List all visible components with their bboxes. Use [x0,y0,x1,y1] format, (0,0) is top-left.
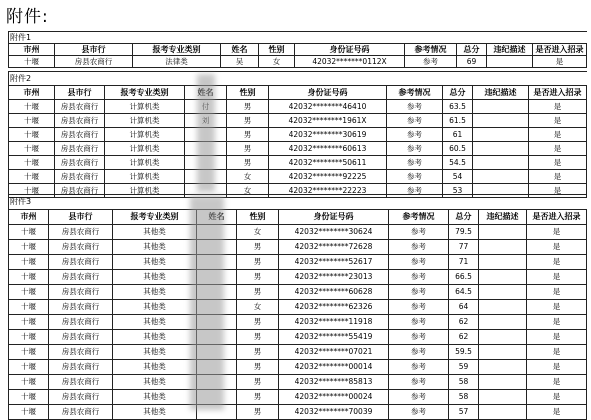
column-header: 性别 [237,210,279,225]
table-cell: 其他类 [113,315,197,330]
table-cell: 是 [527,285,587,300]
column-header: 报考专业类别 [105,86,185,100]
column-header: 身份证号码 [269,86,387,100]
table-cell: 房县农商行 [49,300,113,315]
table-cell: 是 [527,390,587,405]
table-cell: 男 [237,390,279,405]
table-cell: 53 [443,184,473,198]
table-cell: 房县农商行 [49,270,113,285]
table-cell: 参考 [387,156,443,170]
table-cell: 其他类 [113,285,197,300]
table-cell: 其他类 [113,300,197,315]
table-cell: 参考 [387,170,443,184]
table-cell: 男 [237,255,279,270]
table-cell: 房县农商行 [49,225,113,240]
table-cell: 42032********85813 [279,375,389,390]
table-cell: 计算机类 [105,114,185,128]
table-cell: 61 [443,128,473,142]
table-cell: 房县农商行 [55,142,105,156]
table-cell: 其他类 [113,225,197,240]
column-header: 身份证号码 [279,210,389,225]
table-cell: 42032********22223 [269,184,387,198]
column-header: 违纪描述 [473,86,529,100]
table-cell: 房县农商行 [49,240,113,255]
table-cell: 男 [237,345,279,360]
table-cell: 参考 [389,240,449,255]
table-cell [487,56,533,68]
table-cell: 参考 [387,100,443,114]
table-cell: 是 [529,156,587,170]
table-cell: 十堰 [9,156,55,170]
table-row [9,255,587,270]
table-cell: 是 [527,240,587,255]
table-cell: 是 [527,330,587,345]
table-cell: 是 [527,270,587,285]
table-cell: 64.5 [449,285,479,300]
table-cell: 男 [237,330,279,345]
table-row [9,405,587,420]
table-cell: 69 [457,56,487,68]
column-header: 报考专业类别 [113,210,197,225]
table-cell: 十堰 [9,375,49,390]
table-cell: 十堰 [9,300,49,315]
table-cell: 男 [227,142,269,156]
column-header: 参考情况 [405,44,457,56]
table-attachment-3 [8,194,587,420]
table-cell [479,300,527,315]
column-header: 是否进入招录 [533,44,587,56]
table-cell: 79.5 [449,225,479,240]
table-cell: 十堰 [9,285,49,300]
table-cell: 房县农商行 [55,156,105,170]
table-cell [479,270,527,285]
table-cell: 参考 [387,128,443,142]
table-attachment-1 [8,31,587,68]
table-row [9,240,587,255]
table-cell: 女 [259,56,295,68]
table-cell: 房县农商行 [55,170,105,184]
column-header: 县市行 [55,86,105,100]
table-cell: 其他类 [113,405,197,420]
table-cell: 71 [449,255,479,270]
table-cell: 女 [237,300,279,315]
table-cell: 是 [527,255,587,270]
table-cell: 房县农商行 [49,315,113,330]
table-cell: 房县农商行 [55,56,133,68]
table-row [9,375,587,390]
table-cell: 房县农商行 [49,390,113,405]
table-cell: 男 [227,100,269,114]
table-cell: 64 [449,300,479,315]
table-cell: 其他类 [113,360,197,375]
table-cell: 计算机类 [105,142,185,156]
table-cell: 参考 [387,114,443,128]
column-header: 性别 [259,44,295,56]
column-header: 是否进入招录 [529,86,587,100]
table-cell: 参考 [389,360,449,375]
table-cell [479,345,527,360]
table-cell: 十堰 [9,114,55,128]
table-cell: 参考 [389,300,449,315]
table-cell: 其他类 [113,390,197,405]
table-caption: 附件3 [9,195,587,210]
table-cell: 其他类 [113,270,197,285]
table-cell: 男 [237,315,279,330]
table-cell: 参考 [387,142,443,156]
table-cell: 是 [527,345,587,360]
table-cell: 42032********23013 [279,270,389,285]
table-cell: 法律类 [133,56,221,68]
table-cell: 42032********07021 [279,345,389,360]
table-cell: 十堰 [9,270,49,285]
table-cell: 参考 [389,375,449,390]
table-cell: 女 [237,225,279,240]
table-cell [473,170,529,184]
table-cell: 参考 [389,405,449,420]
page-title: 附件: [6,7,49,27]
table-cell: 男 [237,360,279,375]
table-cell: 62 [449,315,479,330]
table-cell: 男 [237,240,279,255]
table-cell: 42032********00014 [279,360,389,375]
table-cell: 42032********50611 [269,156,387,170]
table-cell: 42032********11918 [279,315,389,330]
table-cell: 是 [529,184,587,198]
table-cell: 十堰 [9,225,49,240]
table-cell: 其他类 [113,345,197,360]
table-cell: 42032********1961X [269,114,387,128]
table-cell [479,240,527,255]
table-cell: 是 [527,360,587,375]
column-header: 违纪描述 [487,44,533,56]
column-header: 县市行 [55,44,133,56]
table-cell: 十堰 [9,315,49,330]
table-cell [479,315,527,330]
table-cell: 是 [527,375,587,390]
table-cell: 计算机类 [105,184,185,198]
table-cell: 男 [227,128,269,142]
table-cell: 十堰 [9,255,49,270]
table-cell [479,285,527,300]
table-cell: 房县农商行 [49,375,113,390]
table-cell: 其他类 [113,255,197,270]
table-row [9,270,587,285]
table-cell: 参考 [389,225,449,240]
table-caption: 附件1 [9,32,587,44]
table-cell: 是 [527,300,587,315]
table-cell: 42032********62326 [279,300,389,315]
table-cell: 参考 [389,285,449,300]
table-cell: 60.5 [443,142,473,156]
table-cell [479,360,527,375]
table-cell: 是 [529,142,587,156]
table-cell: 其他类 [113,375,197,390]
table-cell: 42032********72628 [279,240,389,255]
table-row [9,285,587,300]
table-cell: 房县农商行 [55,128,105,142]
table-cell: 参考 [389,330,449,345]
table-row [9,156,587,170]
table-cell: 42032********70039 [279,405,389,420]
table-cell [479,330,527,345]
table-cell: 十堰 [9,184,55,198]
table-cell [479,255,527,270]
table-cell: 房县农商行 [55,184,105,198]
table-cell: 十堰 [9,142,55,156]
table-cell: 42032********60613 [269,142,387,156]
table-cell: 54 [443,170,473,184]
table-cell: 十堰 [9,405,49,420]
table-header-row [9,44,587,56]
table-cell: 参考 [405,56,457,68]
table-cell: 吴 [221,56,259,68]
table-cell: 女 [227,184,269,198]
table-cell: 十堰 [9,330,49,345]
table-cell: 男 [237,375,279,390]
privacy-blur-2 [190,196,224,410]
table-cell: 63.5 [443,100,473,114]
table-cell: 十堰 [9,345,49,360]
table-row [9,330,587,345]
table-cell: 其他类 [113,240,197,255]
table-row [9,142,587,156]
table-cell: 59.5 [449,345,479,360]
column-header: 性别 [227,86,269,100]
table-cell: 参考 [389,390,449,405]
table-cell: 十堰 [9,360,49,375]
table-cell: 参考 [389,255,449,270]
table-cell: 其他类 [113,330,197,345]
column-header: 县市行 [49,210,113,225]
table-cell: 是 [529,170,587,184]
column-header: 违纪描述 [479,210,527,225]
table-cell [479,390,527,405]
table-cell: 是 [529,100,587,114]
table-row [9,56,587,68]
table-cell: 男 [237,405,279,420]
table-cell: 十堰 [9,240,49,255]
table-cell [479,375,527,390]
table-cell: 是 [527,315,587,330]
table-cell: 房县农商行 [49,255,113,270]
table-cell: 42032********92225 [269,170,387,184]
table-cell: 计算机类 [105,156,185,170]
column-header: 市州 [9,44,55,56]
table-cell: 十堰 [9,170,55,184]
table-cell: 42032********30624 [279,225,389,240]
table-cell: 十堰 [9,56,55,68]
table-cell: 参考 [387,184,443,198]
table-row [9,315,587,330]
table-cell: 58 [449,375,479,390]
table-cell: 男 [227,156,269,170]
table-cell: 42032********55419 [279,330,389,345]
table-cell: 房县农商行 [49,330,113,345]
table-cell [473,114,529,128]
table-cell [479,225,527,240]
table-cell [479,405,527,420]
table-row [9,225,587,240]
table-cell [473,100,529,114]
table-cell: 58 [449,390,479,405]
column-header: 参考情况 [387,86,443,100]
table-row [9,390,587,405]
table-cell: 房县农商行 [49,360,113,375]
table-cell: 是 [533,56,587,68]
table-cell: 是 [527,225,587,240]
table-cell: 参考 [389,270,449,285]
column-header: 总分 [457,44,487,56]
table-cell: 房县农商行 [49,285,113,300]
column-header: 姓名 [221,44,259,56]
table-cell [473,142,529,156]
column-header: 报考专业类别 [133,44,221,56]
table-cell: 77 [449,240,479,255]
table-cell: 42032********30619 [269,128,387,142]
table-cell: 计算机类 [105,128,185,142]
table-cell: 是 [529,128,587,142]
table-cell: 十堰 [9,128,55,142]
table-cell: 房县农商行 [49,345,113,360]
table-cell: 61.5 [443,114,473,128]
table-cell: 男 [227,114,269,128]
table-row [9,345,587,360]
column-header: 总分 [449,210,479,225]
table-row [9,114,587,128]
table-cell: 房县农商行 [49,405,113,420]
table-cell: 42032********00024 [279,390,389,405]
table-header-row [9,210,587,225]
column-header: 总分 [443,86,473,100]
column-header: 市州 [9,86,55,100]
column-header: 市州 [9,210,49,225]
column-header: 是否进入招录 [527,210,587,225]
table-attachment-2 [8,71,587,198]
table-cell: 房县农商行 [55,114,105,128]
table-cell: 十堰 [9,390,49,405]
table-cell: 42032*******0112X [295,56,405,68]
privacy-blur-1 [197,74,215,192]
table-cell: 计算机类 [105,170,185,184]
table-caption: 附件2 [9,72,587,86]
column-header: 身份证号码 [295,44,405,56]
table-row [9,360,587,375]
table-cell: 房县农商行 [55,100,105,114]
table-cell: 66.5 [449,270,479,285]
table-row [9,300,587,315]
table-cell: 62 [449,330,479,345]
table-cell [473,156,529,170]
table-cell: 是 [529,114,587,128]
table-cell: 参考 [389,345,449,360]
table-cell: 十堰 [9,100,55,114]
table-cell: 59 [449,360,479,375]
table-cell: 男 [237,270,279,285]
table-cell: 57 [449,405,479,420]
table-row [9,100,587,114]
table-cell: 计算机类 [105,100,185,114]
column-header: 参考情况 [389,210,449,225]
table-cell: 女 [227,170,269,184]
table-row [9,128,587,142]
table-cell: 42032********60628 [279,285,389,300]
table-cell: 是 [527,405,587,420]
table-cell: 54.5 [443,156,473,170]
table-cell: 42032********46410 [269,100,387,114]
table-header-row [9,86,587,100]
table-cell: 男 [237,285,279,300]
table-cell: 参考 [389,315,449,330]
table-row [9,170,587,184]
table-cell: 42032********52617 [279,255,389,270]
table-cell [473,128,529,142]
